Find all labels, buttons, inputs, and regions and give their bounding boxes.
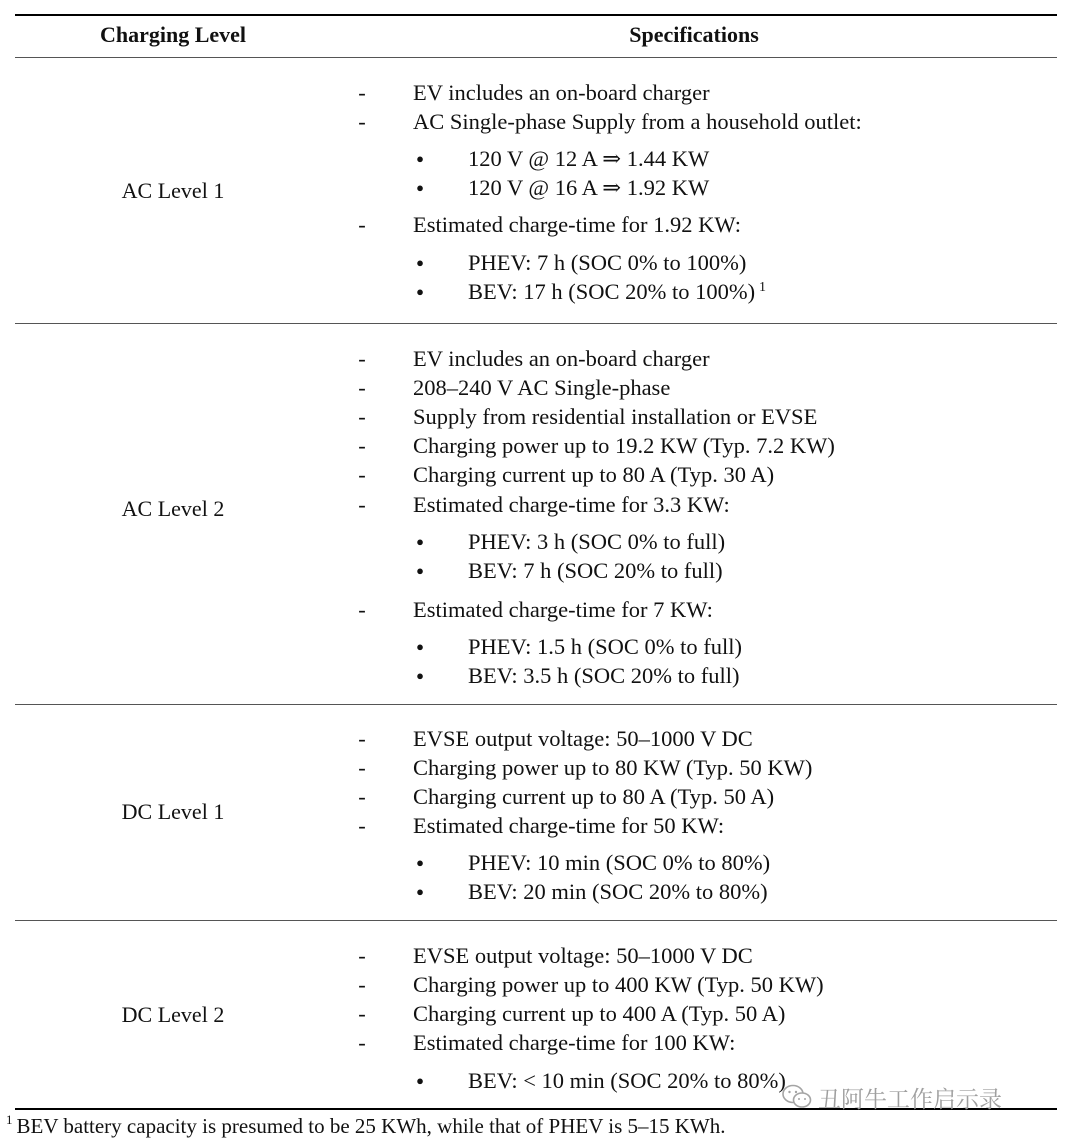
bullet-marker: ●	[416, 668, 424, 683]
dash-marker: -	[358, 346, 366, 371]
dash-marker: -	[358, 212, 366, 237]
table-top-rule	[15, 14, 1057, 16]
header-charging-level: Charging Level	[99, 22, 247, 47]
header-rule	[15, 57, 1057, 58]
spec-dash-item	[15, 941, 1057, 971]
spec-text: EV includes an on-board charger	[413, 346, 710, 371]
spec-text: EVSE output voltage: 50–1000 V DC	[413, 726, 753, 751]
header-specifications: Specifications	[629, 22, 759, 47]
spec-dash-item	[15, 999, 1057, 1029]
spec-bullet-item	[15, 173, 1057, 203]
spec-dash-item	[15, 460, 1057, 490]
spec-text: Charging power up to 80 KW (Typ. 50 KW)	[413, 755, 813, 780]
footnote-mark: 1	[6, 1112, 13, 1127]
spec-text: Charging power up to 400 KW (Typ. 50 KW)	[413, 972, 824, 997]
bullet-marker: ●	[416, 884, 424, 899]
spec-bullet-item	[15, 877, 1057, 907]
dash-marker: -	[358, 492, 366, 517]
spec-dash-item	[15, 344, 1057, 374]
spec-text: 208–240 V AC Single-phase	[413, 375, 671, 400]
spec-dash-item	[15, 782, 1057, 812]
dash-marker: -	[358, 375, 366, 400]
spec-dash-item	[15, 970, 1057, 1000]
spec-text: Estimated charge-time for 3.3 KW:	[413, 492, 730, 517]
spec-text: BEV: 7 h (SOC 20% to full)	[468, 558, 723, 583]
bullet-marker: ●	[416, 1073, 424, 1088]
spec-bullet-item	[15, 661, 1057, 691]
level-ac-2: AC Level 2	[121, 496, 225, 521]
spec-text: Estimated charge-time for 1.92 KW:	[413, 212, 742, 237]
dash-marker: -	[358, 755, 366, 780]
bullet-marker: ●	[416, 855, 424, 870]
spec-bullet-item	[15, 556, 1057, 586]
spec-dash-item	[15, 402, 1057, 432]
spec-dash-item	[15, 210, 1057, 240]
bullet-marker: ●	[416, 151, 424, 166]
spec-text: Charging current up to 400 A (Typ. 50 A)	[413, 1001, 786, 1026]
spec-bullet-item	[15, 527, 1057, 557]
footnote-ref: 1	[759, 280, 766, 295]
spec-text: PHEV: 10 min (SOC 0% to 80%)	[468, 850, 771, 875]
spec-text: Estimated charge-time for 100 KW:	[413, 1030, 736, 1055]
spec-dash-item	[15, 811, 1057, 841]
spec-text: Estimated charge-time for 50 KW:	[413, 813, 725, 838]
spec-bullet-item	[15, 632, 1057, 662]
spec-text: BEV: 17 h (SOC 20% to 100%)	[468, 279, 756, 304]
spec-text: PHEV: 7 h (SOC 0% to 100%)	[468, 250, 747, 275]
spec-dash-item	[15, 78, 1057, 108]
row-rule	[15, 920, 1057, 921]
spec-bullet-item	[15, 277, 1057, 307]
spec-dash-item	[15, 595, 1057, 625]
bullet-marker: ●	[416, 180, 424, 195]
spec-text: PHEV: 1.5 h (SOC 0% to full)	[468, 634, 742, 659]
row-rule	[15, 323, 1057, 324]
row-rule	[15, 704, 1057, 705]
spec-dash-item	[15, 724, 1057, 754]
dash-marker: -	[358, 813, 366, 838]
spec-text: Charging power up to 19.2 KW (Typ. 7.2 KW)	[413, 433, 835, 458]
spec-dash-item	[15, 431, 1057, 461]
spec-dash-item	[15, 1028, 1057, 1058]
spec-dash-item	[15, 107, 1057, 137]
spec-text: Estimated charge-time for 7 KW:	[413, 597, 713, 622]
dash-marker: -	[358, 726, 366, 751]
bullet-marker: ●	[416, 639, 424, 654]
level-ac-1: AC Level 1	[121, 178, 225, 203]
footnote	[6, 1112, 726, 1140]
dash-marker: -	[358, 109, 366, 134]
spec-text: Charging current up to 80 A (Typ. 30 A)	[413, 462, 775, 487]
spec-text: PHEV: 3 h (SOC 0% to full)	[468, 529, 726, 554]
spec-text: EV includes an on-board charger	[413, 80, 710, 105]
bullet-marker: ●	[416, 284, 424, 299]
watermark	[782, 1080, 1002, 1114]
spec-bullet-item	[15, 144, 1057, 174]
dash-marker: -	[358, 943, 366, 968]
spec-text: Supply from residential installation or EVSE	[413, 404, 818, 429]
spec-text: AC Single-phase Supply from a household outlet:	[413, 109, 862, 134]
dash-marker: -	[358, 972, 366, 997]
spec-text: BEV: < 10 min (SOC 20% to 80%)	[468, 1068, 786, 1093]
spec-text: Charging current up to 80 A (Typ. 50 A)	[413, 784, 775, 809]
spec-text: BEV: 20 min (SOC 20% to 80%)	[468, 879, 768, 904]
level-dc-2: DC Level 2	[121, 1002, 225, 1027]
spec-text: EVSE output voltage: 50–1000 V DC	[413, 943, 753, 968]
spec-dash-item	[15, 753, 1057, 783]
dash-marker: -	[358, 1030, 366, 1055]
watermark-text: 丑阿牛工作启示录	[818, 1086, 1002, 1113]
spec-text: 120 V @ 16 A ⇒ 1.92 KW	[468, 175, 710, 200]
spec-dash-item	[15, 490, 1057, 520]
dash-marker: -	[358, 80, 366, 105]
dash-marker: -	[358, 404, 366, 429]
spec-bullet-item	[15, 248, 1057, 278]
footnote-text: BEV battery capacity is presumed to be 25 KWh, while that of PHEV is 5–15 KWh.	[16, 1114, 726, 1138]
dash-marker: -	[358, 597, 366, 622]
wechat-icon	[782, 1084, 812, 1110]
bullet-marker: ●	[416, 534, 424, 549]
bullet-marker: ●	[416, 255, 424, 270]
spec-bullet-item	[15, 848, 1057, 878]
level-dc-1: DC Level 1	[121, 799, 225, 824]
spec-dash-item	[15, 373, 1057, 403]
bullet-marker: ●	[416, 563, 424, 578]
spec-text: BEV: 3.5 h (SOC 20% to full)	[468, 663, 740, 688]
dash-marker: -	[358, 462, 366, 487]
dash-marker: -	[358, 784, 366, 809]
dash-marker: -	[358, 433, 366, 458]
dash-marker: -	[358, 1001, 366, 1026]
spec-text: 120 V @ 12 A ⇒ 1.44 KW	[468, 146, 710, 171]
